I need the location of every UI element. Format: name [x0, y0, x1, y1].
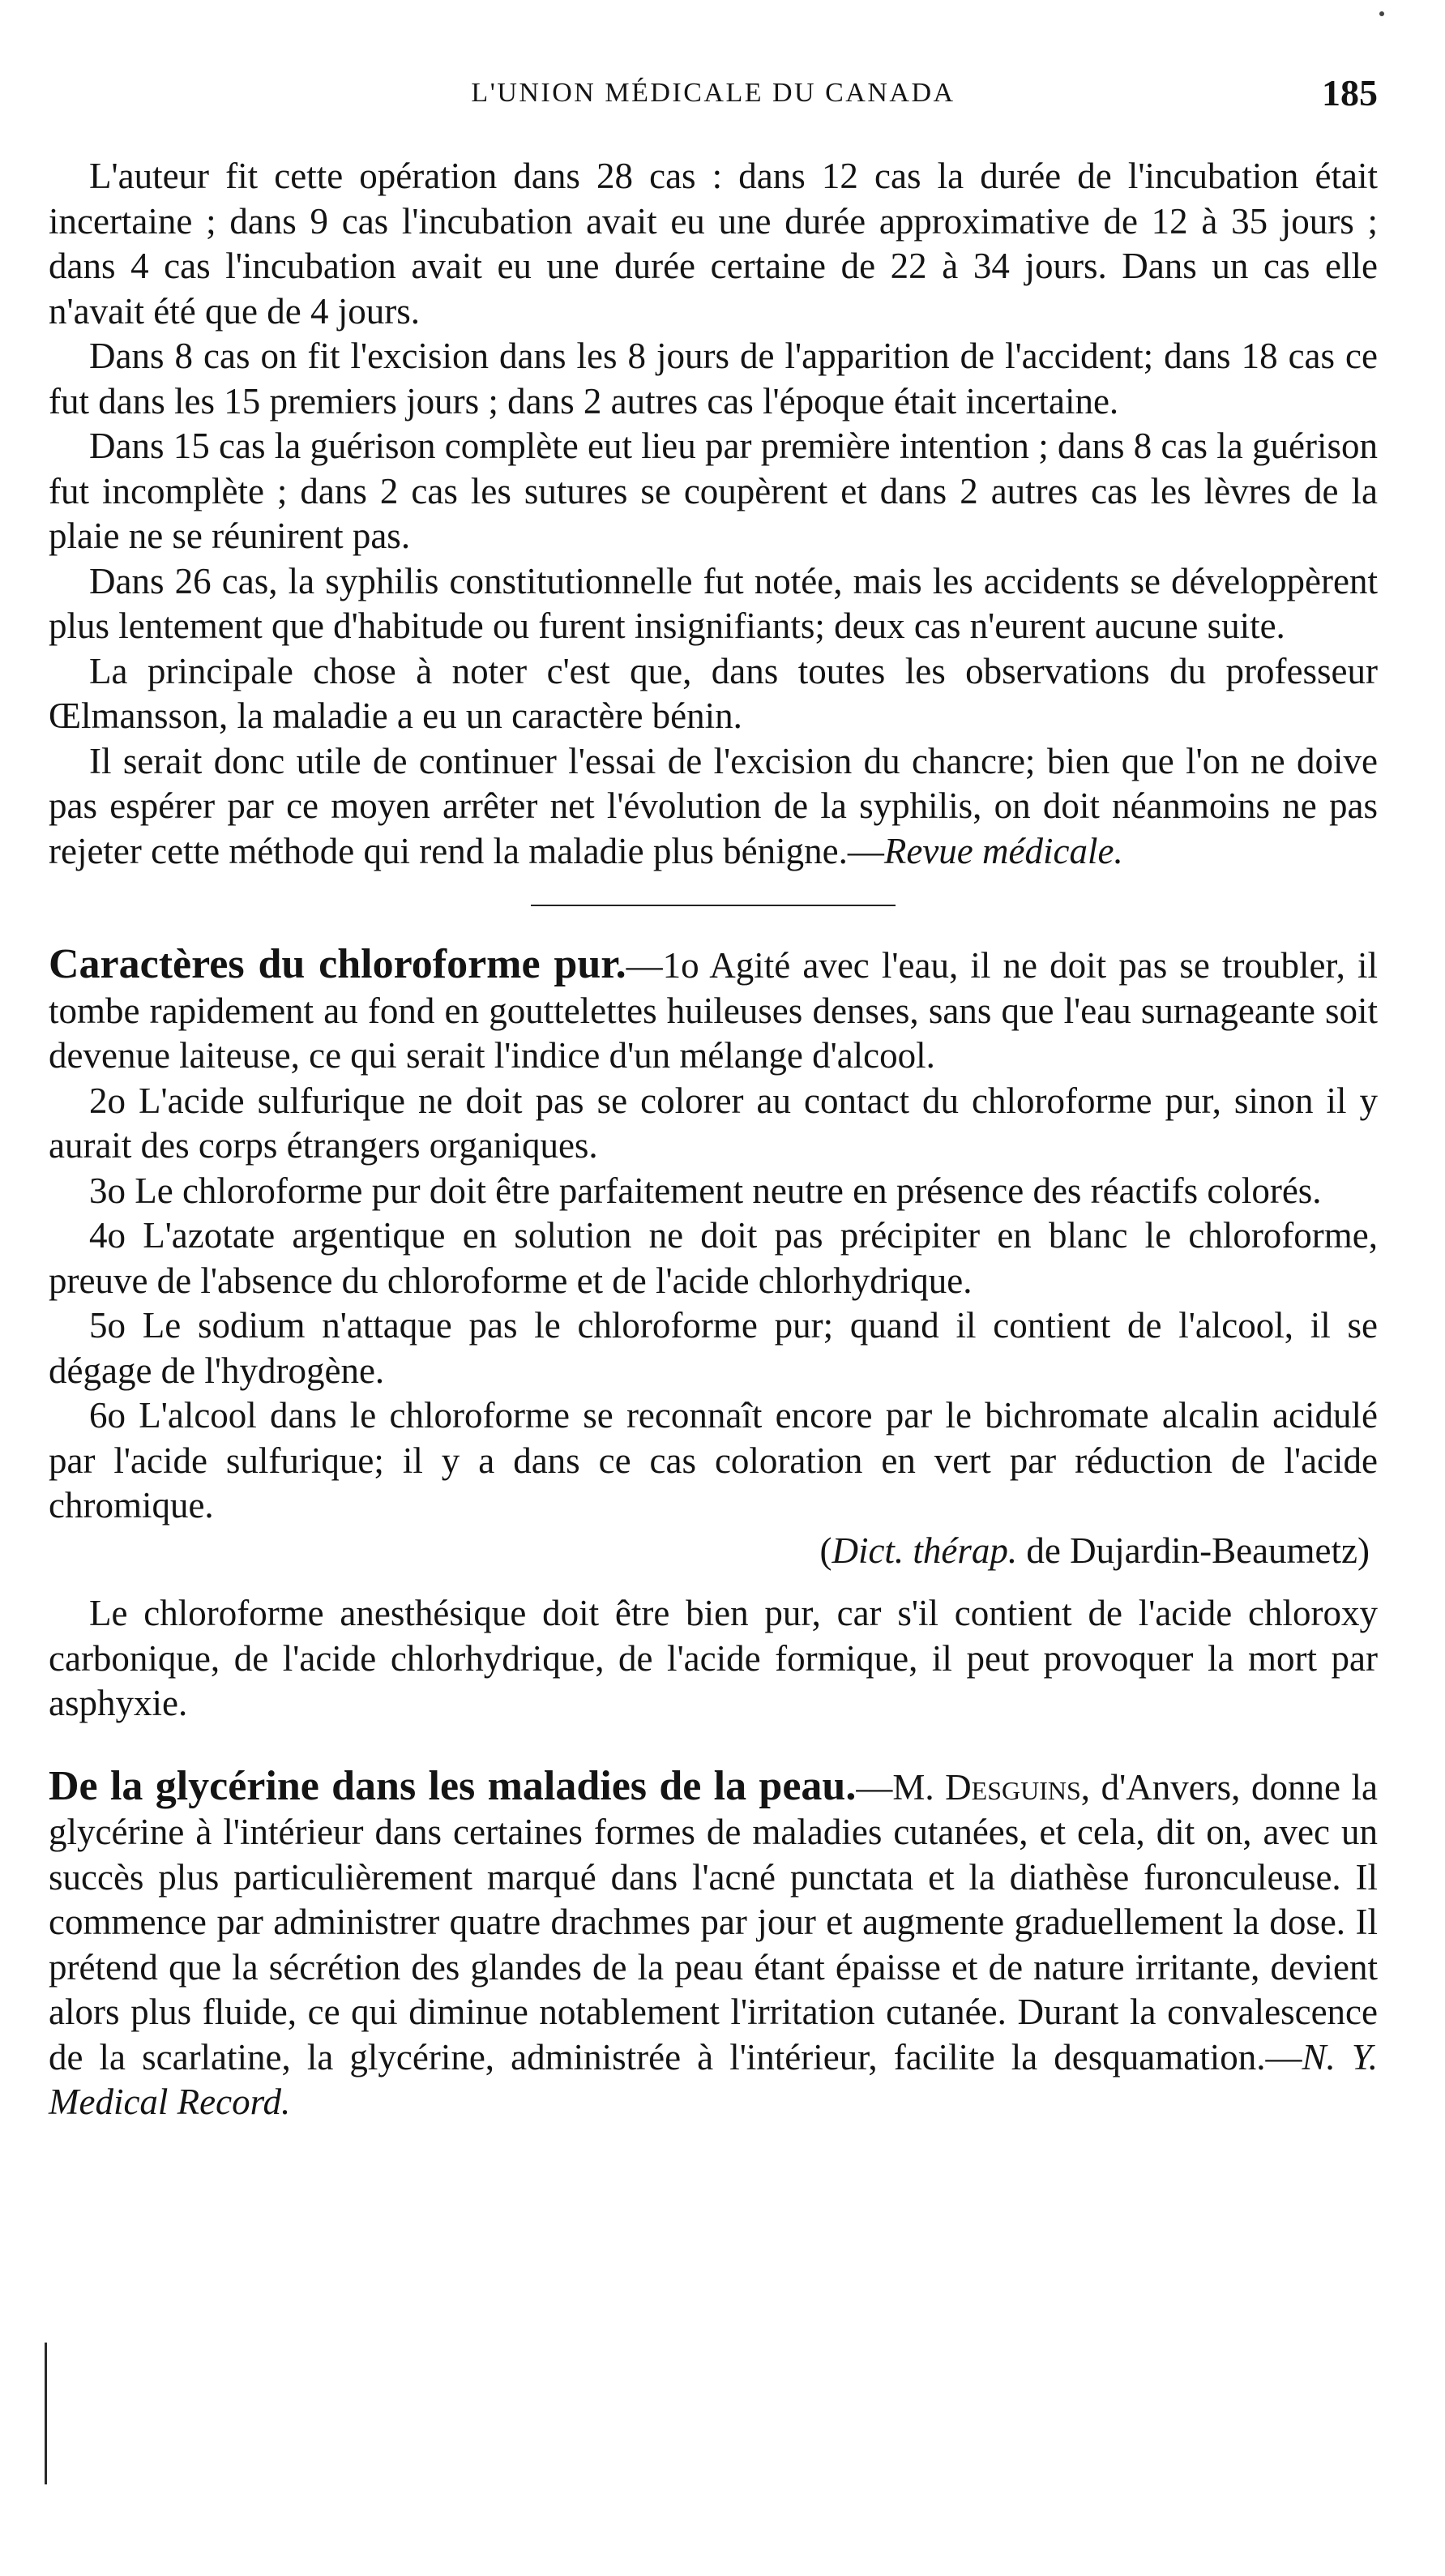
article-chloroforme: [49, 942, 1378, 1727]
article-text: , d'Anvers, donne la glycérine à l'intérieur dans certaines formes de maladies cutanées, et cela, dit on, avec un succès plus particulièrement marqué dans l'acné punctata et la diathèse furonculeuse. Il commence par administrer quatre drachmes par jour et augmente graduellement la dose. Il prétend que la sécrétion des glandes de la peau étant épaisse et de nature irritante, devient alors plus fluide, ce qui diminue notablement l'irritation cutanée. Durant la convalescence de la scarlatine, la glycérine, administrée à l'intérieur, facilite la desquamation.—: [49, 1766, 1378, 2077]
article-title: De la glycérine dans les maladies de la peau.: [49, 1762, 857, 1809]
spacer: [49, 1573, 1378, 1591]
author-name: Desguins: [945, 1766, 1081, 1808]
paragraph: L'auteur fit cette opération dans 28 cas : dans 12 cas la durée de l'incubation était incertaine ; dans 9 cas l'incubation avait eu une durée approximative de 12 à 35 jours ; dans 4 cas l'incubation avait eu une durée certaine de 22 à 34 jours. Dans un cas elle n'avait été que de 4 jours.: [49, 156, 1378, 332]
article-body: [49, 1764, 1378, 2125]
citation-author: de Dujardin-Beaumetz): [1017, 1530, 1370, 1571]
paragraph-with-source: [49, 739, 1378, 875]
paragraph: Le chloroforme anesthésique doit être bien pur, car s'il contient de l'acide chloroxy carbonique, de l'acide chlorhydrique, de l'acide formique, il peut provoquer la mort par asphyxie.: [49, 1593, 1378, 1723]
margin-bar: [45, 2343, 47, 2484]
corner-mark: [1379, 11, 1384, 16]
source-citation: N. Y. Medical Record.: [49, 2036, 1378, 2122]
article-dash: —M.: [856, 1766, 946, 1808]
paragraph: Dans 8 cas on fit l'excision dans les 8 jours de l'apparition de l'accident; dans 18 cas ce fut dans les 15 premiers jours ; dans 2 autres cas l'époque était incertaine.: [49, 336, 1378, 421]
citation-open: (: [819, 1530, 832, 1571]
list-item: 3o Le chloroforme pur doit être parfaitement neutre en présence des réactifs colorés.: [89, 1170, 1322, 1211]
citation-source: Dict. thérap.: [832, 1530, 1018, 1571]
page-number: 185: [1322, 72, 1378, 113]
list-item: 2o L'acide sulfurique ne doit pas se colorer au contact du chloroforme pur, sinon il y aurait des corps étrangers organiques.: [49, 1080, 1378, 1166]
article-intro-text: —1o Agité avec l'eau, il ne doit pas se troubler, il tombe rapidement au fond en gouttelettes huileuses denses, sans que l'eau surnageante soit devenue laiteuse, ce qui serait l'indice d'un mélange d'alcool.: [49, 945, 1379, 1076]
page-body: [49, 154, 1378, 2125]
page-header: [49, 72, 1378, 126]
article-title: Caractères du chloroforme pur.: [49, 941, 626, 987]
section-divider: [531, 905, 896, 906]
paragraph: La principale chose à noter c'est que, dans toutes les observations du professeur Œlmansson, la maladie a eu un caractère bénin.: [49, 650, 1378, 736]
source-citation: Revue médicale.: [883, 830, 1123, 871]
list-item: 4o L'azotate argentique en solution ne doit pas précipiter en blanc le chloroforme, preuve de l'absence du chloroforme et de l'acide chlorhydrique.: [49, 1215, 1378, 1301]
list-item: 5o Le sodium n'attaque pas le chloroforme pur; quand il contient de l'alcool, il se dégage de l'hydrogène.: [49, 1305, 1378, 1391]
running-title: L'UNION MÉDICALE DU CANADA: [471, 78, 955, 108]
article-glycerine: [49, 1764, 1378, 2125]
paragraph: Dans 26 cas, la syphilis constitutionnelle fut notée, mais les accidents se développèrent plus lentement que d'habitude ou furent insignifiants; deux cas n'eurent aucune suite.: [49, 560, 1378, 646]
article-intro: [49, 942, 1378, 1079]
citation: [49, 1529, 1378, 1574]
list-item: 6o L'alcool dans le chloroforme se reconnaît encore par le bichromate alcalin acidulé par l'acide sulfurique; il y a dans ce cas coloration en vert par réduction de l'acide chromique.: [49, 1395, 1378, 1525]
article-chancre-excision: [49, 154, 1378, 874]
spacer: [49, 1727, 1378, 1764]
paragraph: Dans 15 cas la guérison complète eut lieu par première intention ; dans 8 cas la guérison fut incomplète ; dans 2 cas les sutures se coupèrent et dans 2 autres cas les lèvres de la plaie ne se réunirent pas.: [49, 426, 1378, 556]
paragraph-text: Il serait donc utile de continuer l'essai de l'excision du chancre; bien que l'on ne doive pas espérer par ce moyen arrêter net l'évolution de la syphilis, on doit néanmoins ne pas rejeter cette méthode qui rend la maladie plus bénigne.—: [49, 740, 1378, 871]
